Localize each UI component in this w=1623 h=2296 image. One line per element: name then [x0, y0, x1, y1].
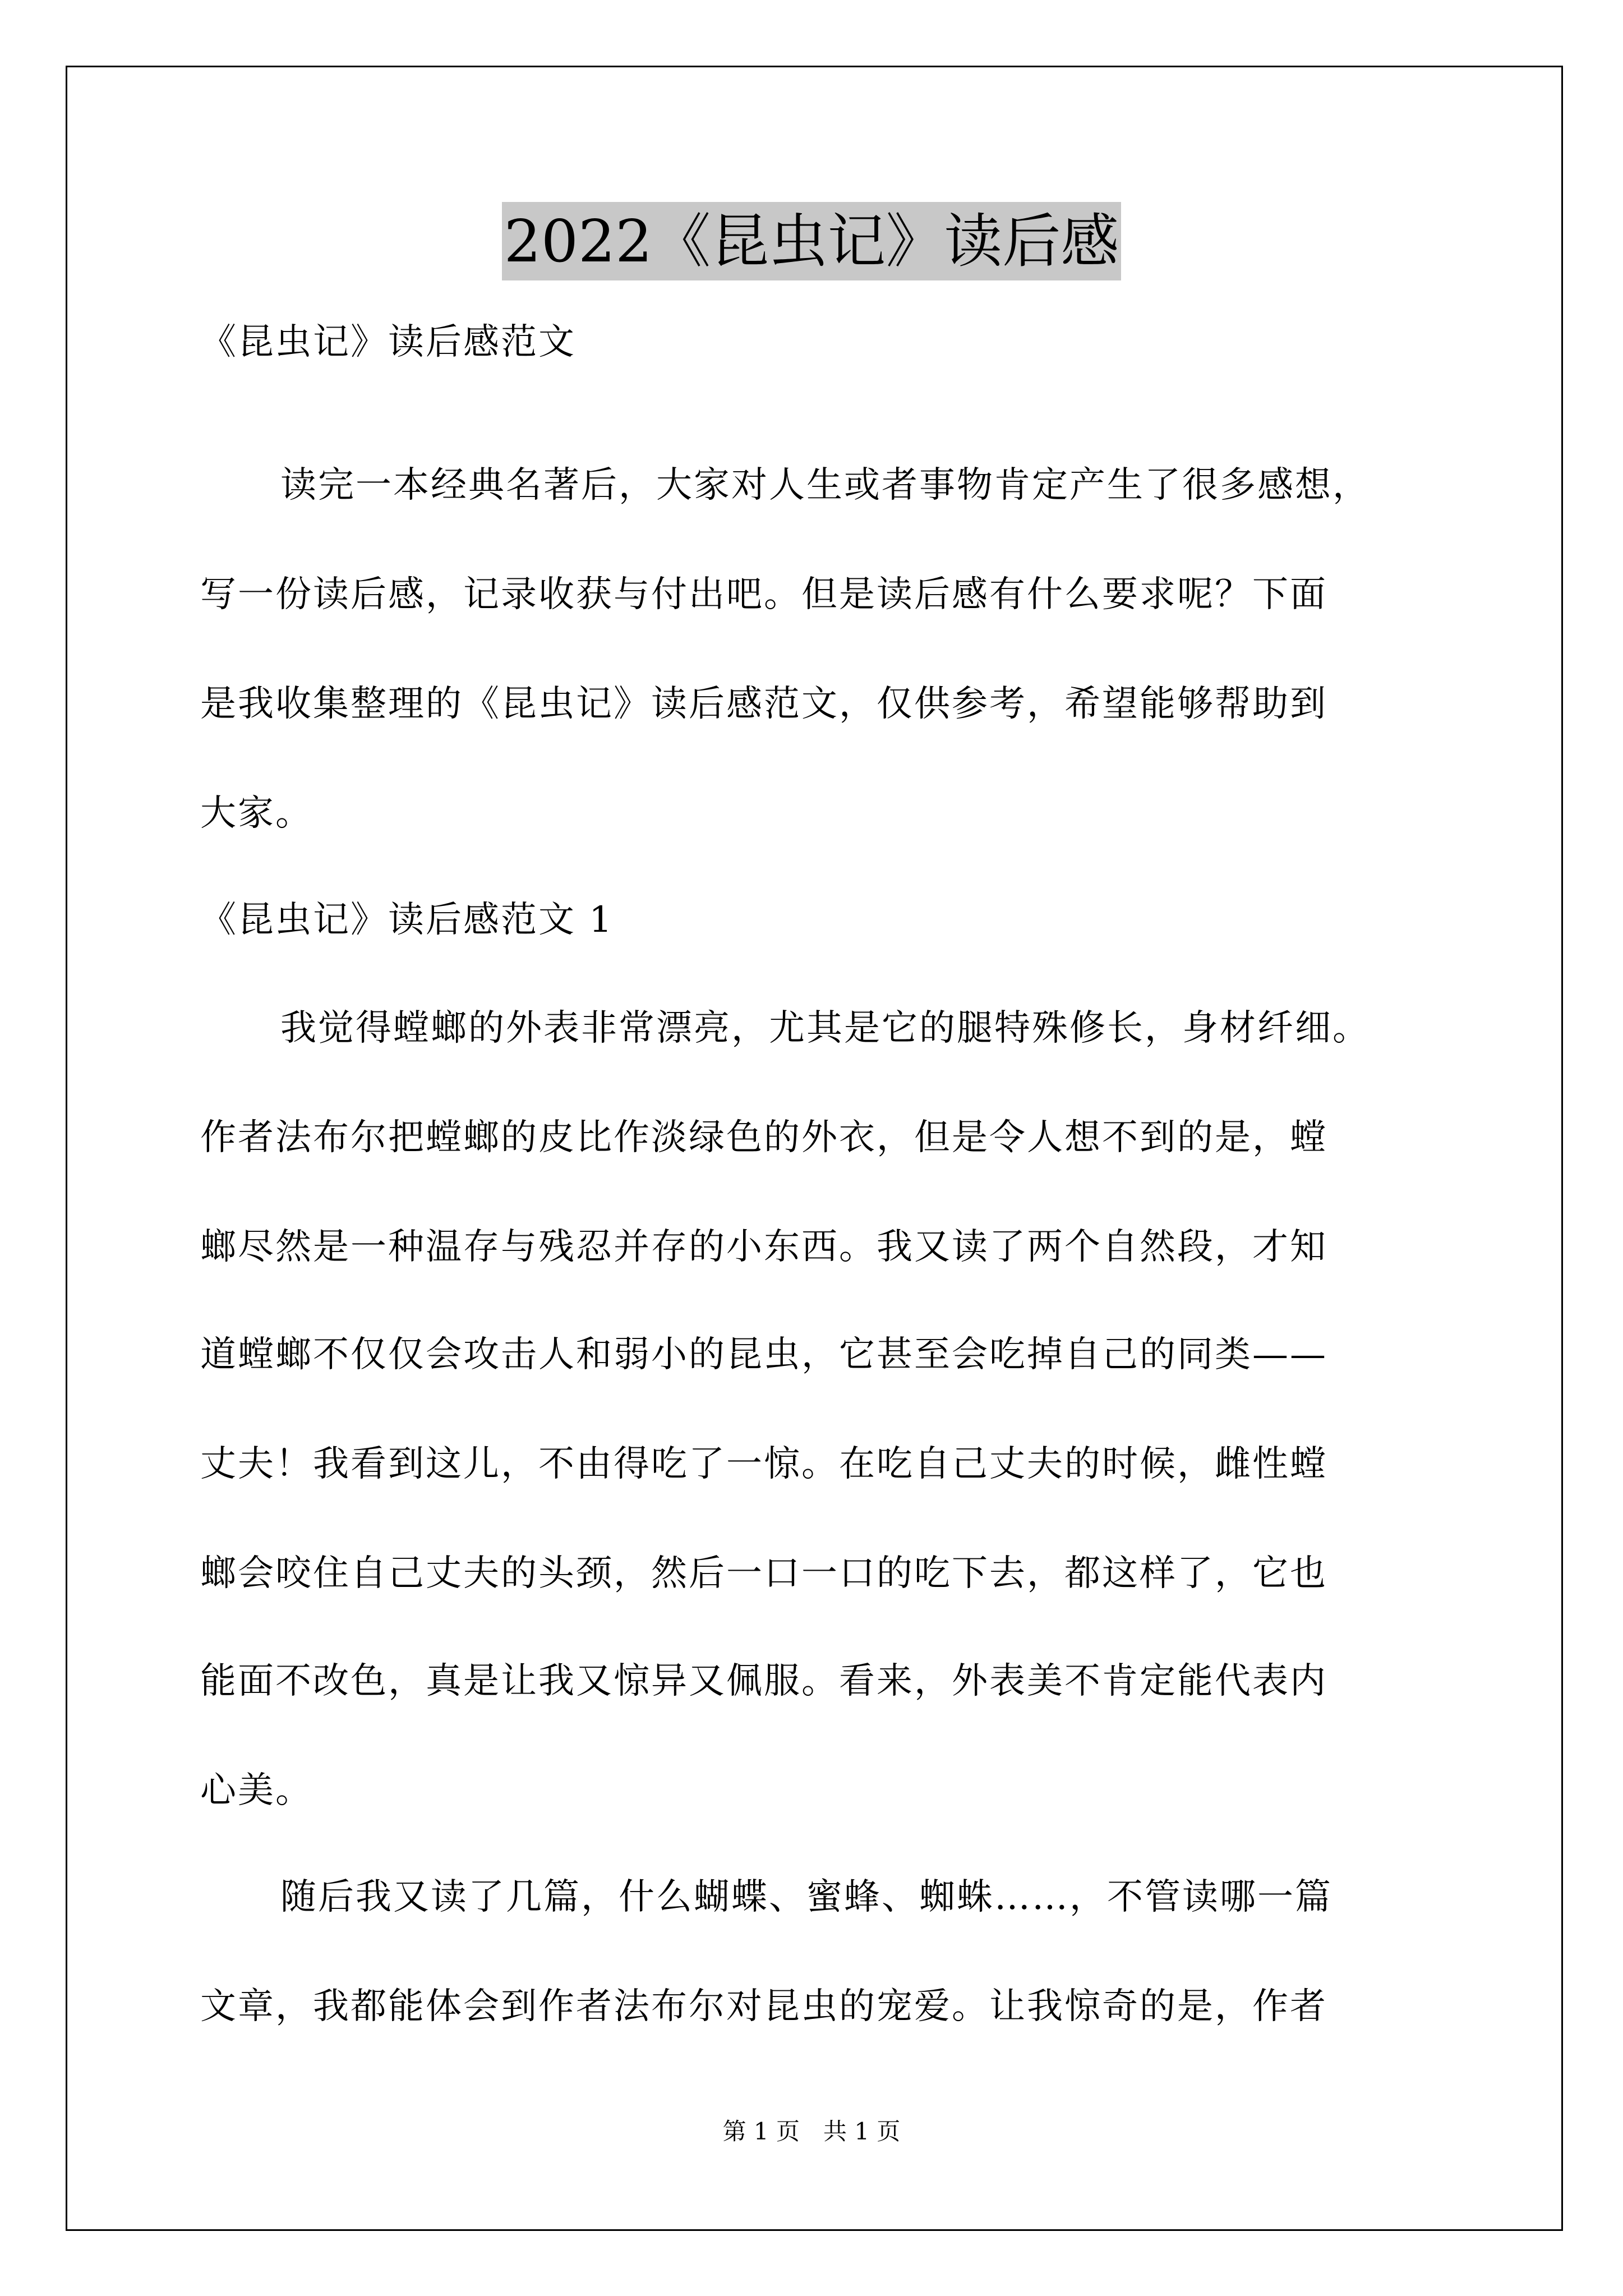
document-title: 2022《昆虫记》读后感 — [502, 202, 1122, 280]
paragraph-line: 螂尽然是一种温存与残忍并存的小东西。我又读了两个自然段，才知 — [200, 1226, 1327, 1268]
paragraph-line: 大家。 — [200, 793, 313, 834]
title-container — [0, 202, 1623, 280]
paragraph-line: 随后我又读了几篇，什么蝴蝶、蜜蜂、蜘蛛……，不管读哪一篇 — [280, 1876, 1332, 1918]
paragraph-line: 读完一本经典名著后，大家对人生或者事物肯定产生了很多感想， — [280, 464, 1370, 506]
paragraph-line: 道螳螂不仅仅会攻击人和弱小的昆虫，它甚至会吃掉自己的同类—— — [200, 1334, 1327, 1375]
paragraph-line: 能面不改色，真是让我又惊异又佩服。看来，外表美不肯定能代表内 — [200, 1660, 1327, 1702]
section-heading: 《昆虫记》读后感范文 — [200, 321, 576, 363]
page-footer: 第 1 页 共 1 页 — [722, 2118, 901, 2145]
section-heading: 《昆虫记》读后感范文 1 — [200, 899, 614, 941]
paragraph-line: 丈夫！我看到这儿，不由得吃了一惊。在吃自己丈夫的时候，雌性螳 — [200, 1443, 1327, 1485]
paragraph-line: 螂会咬住自己丈夫的头颈，然后一口一口的吃下去，都这样了，它也 — [200, 1553, 1327, 1594]
paragraph-line: 作者法布尔把螳螂的皮比作淡绿色的外衣，但是令人想不到的是，螳 — [200, 1117, 1327, 1158]
paragraph-line: 我觉得螳螂的外表非常漂亮，尤其是它的腿特殊修长，身材纤细。 — [280, 1007, 1370, 1049]
paragraph-line: 是我收集整理的《昆虫记》读后感范文，仅供参考，希望能够帮助到 — [200, 683, 1327, 725]
paragraph-line: 文章，我都能体会到作者法布尔对昆虫的宠爱。让我惊奇的是，作者 — [200, 1986, 1327, 2027]
paragraph-line: 写一份读后感，记录收获与付出吧。但是读后感有什么要求呢？下面 — [200, 574, 1327, 615]
paragraph-line: 心美。 — [200, 1770, 313, 1811]
